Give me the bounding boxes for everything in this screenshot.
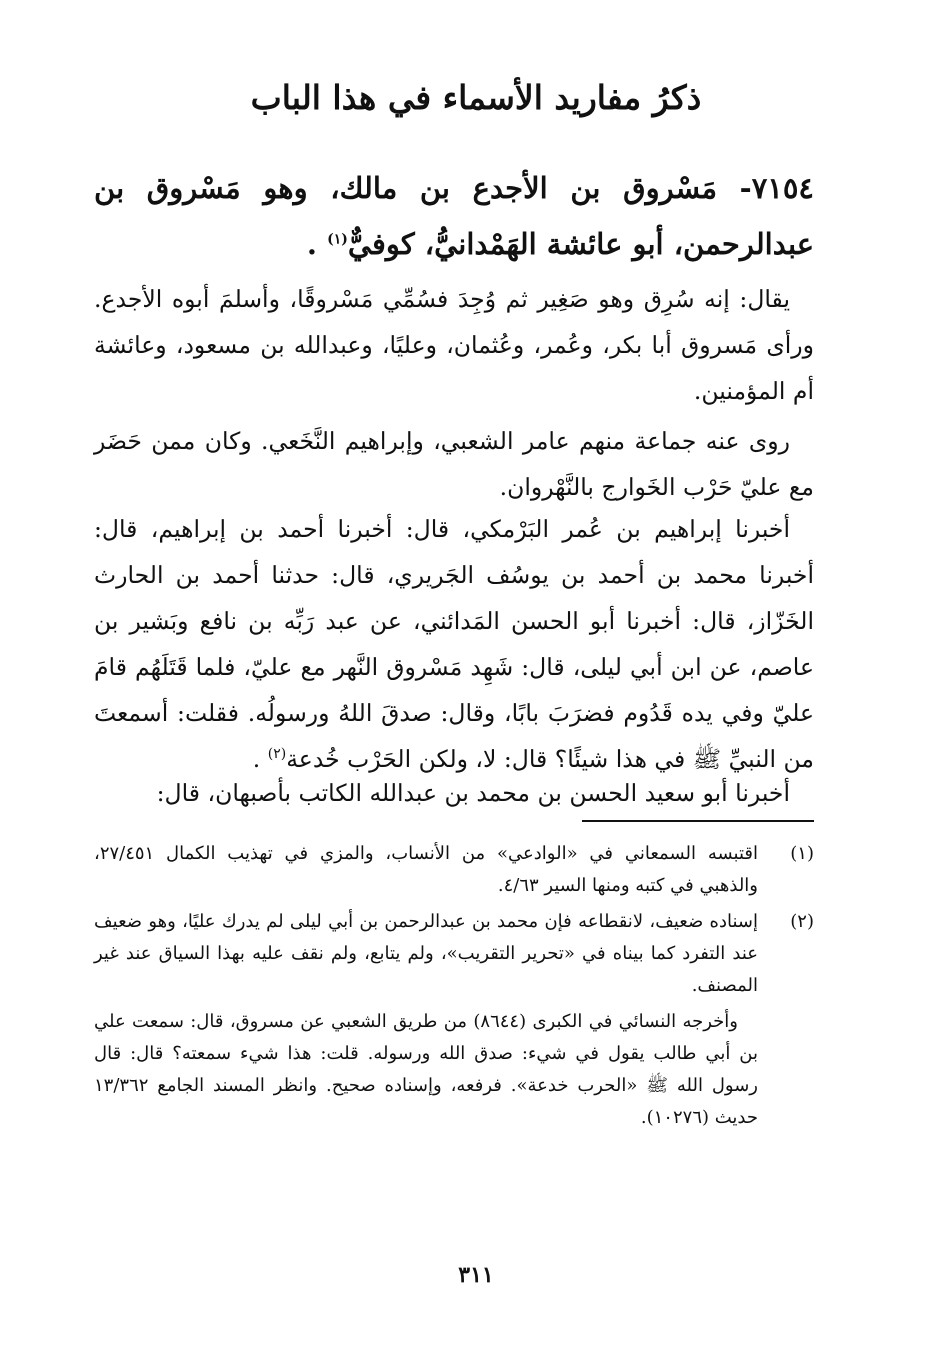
entry-number: ٧١٥٤ bbox=[751, 171, 814, 205]
page-number: ٣١١ bbox=[458, 1262, 494, 1288]
entry-line-2: عبدالرحمن، أبو عائشة الهَمْدانيُّ، كوفيٌّ bbox=[347, 227, 814, 261]
footnote-2-continuation: وأخرجه النسائي في الكبرى (٨٦٤٤) من طريق الشعبي عن مسروق، قال: سمعت علي بن أبي طالب يقول في شيء: صدق الله ورسوله. قلت: هذا شيء سمعته؟ قال: قال رسول الله ﷺ «الحرب خدعة». فرفعه، وإسناده صحيح. وانظر المسند الجامع ١٣/٣٦٢ حديث (١٠٢٧٦). bbox=[94, 1011, 758, 1128]
footnote-number: (١) bbox=[790, 843, 814, 864]
entry-line-1: مَسْروق بن الأجدع بن مالك، وهو مَسْروق بن bbox=[94, 171, 718, 205]
paragraph-4 bbox=[94, 770, 814, 816]
paragraph-3 bbox=[94, 506, 814, 782]
paragraph-text: يقال: إنه سُرِق وهو صَغِير ثم وُجِدَ فسُمِّي مَسْروقًا، وأسلمَ أبوه الأجدع. ورأى مَسروق أبا بكر، وعُمر، وعُثمان، وعليًا، وعبدالله بن مسعود، وعائشة أم المؤمنين. bbox=[94, 285, 814, 405]
entry-heading: ٧١٥٤- مَسْروق بن الأجدع بن مالك، وهو مَسْروق بن عبدالرحمن، أبو عائشة الهَمْدانيُّ، كوفيٌّ$^{(١)}$ . bbox=[94, 171, 814, 261]
footnote-text: اقتبسه السمعاني في «الوادعي» من الأنساب، والمزي في تهذيب الكمال ٢٧/٤٥١، والذهبي في كتبه ومنها السير ٤/٦٣. bbox=[94, 843, 758, 896]
paragraph-text: أخبرنا أبو سعيد الحسن بن محمد بن عبدالله الكاتب بأصبهان، قال: bbox=[156, 779, 790, 807]
paragraph-3-end: . bbox=[252, 745, 261, 773]
paragraph-text bbox=[94, 506, 814, 782]
paragraph-2 bbox=[94, 418, 814, 510]
page-title: ذكرُ مفاريد الأسماء في هذا الباب bbox=[250, 78, 702, 117]
entry-end-punct: . bbox=[306, 227, 317, 261]
footnote-ref-2[interactable]: (٢) bbox=[267, 746, 287, 763]
footnote-text: إسناده ضعيف، لانقطاعه فإن محمد بن عبدالرحمن بن أبي ليلى لم يدرك عليًا، وهو ضعيف عند التفرد كما بيناه في «تحرير التقريب»، ولم يتابع، ولم نقف عليه بهذا السياق عند غير المصنف. bbox=[94, 911, 758, 996]
paragraph-1 bbox=[94, 276, 814, 414]
paragraph-text: روى عنه جماعة منهم عامر الشعبي، وإبراهيم النَّخَعي. وكان ممن حَضَر مع عليّ حَرْب الخَوارج بالنَّهْروان. bbox=[94, 427, 814, 501]
footnote-ref-1[interactable]: (١) bbox=[327, 231, 348, 248]
footnote-1 bbox=[94, 838, 814, 902]
paragraph-3-text: أخبرنا إبراهيم بن عُمر البَرْمكي، قال: أخبرنا أحمد بن إبراهيم، قال: أخبرنا محمد بن أحمد بن يوسُف الجَريري، قال: حدثنا أحمد بن الحارث الخَزّاز، قال: أخبرنا أبو الحسن المَدائني، عن عبد رَبِّه بن نافع وبَشير بن عاصم، عن ابن أبي ليلى، قال: شَهِد مَسْروق النَّهر مع عليّ، فلما قَتَلَهُم قامَ عليّ وفي يده قَدُوم فضرَبَ بابًا، وقال: صدقَ اللهُ ورسولُه. فقلت: أسمعتَ من النبيِّ ﷺ في هذا شيئًا؟ قال: لا، ولكن الحَرْب خُدعة bbox=[94, 515, 814, 773]
footnote-number: (٢) bbox=[790, 911, 814, 932]
footnote-2 bbox=[94, 906, 814, 1002]
footnotes bbox=[94, 838, 814, 1134]
footnote-divider bbox=[582, 820, 814, 822]
